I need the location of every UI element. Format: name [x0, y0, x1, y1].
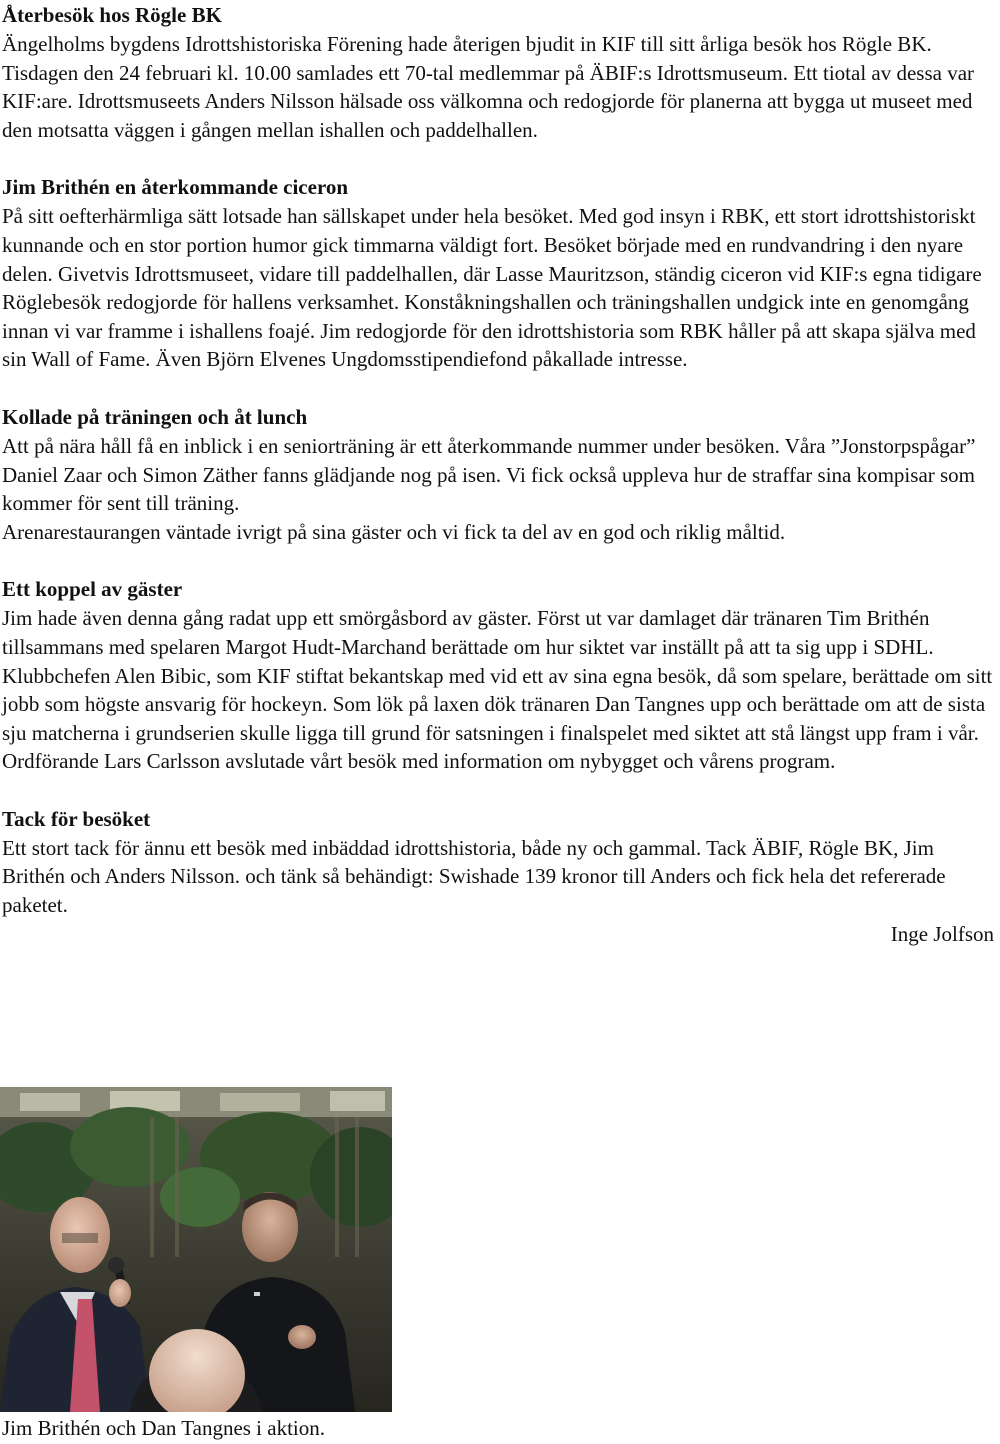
section-paragraph: Att på nära håll få en inblick i en seniorträning är ett återkommande nummer under besöken. Våra ”Jonstorpspågar” Daniel Zaar och Simon Zäther fanns glädjande nog på isen. Vi fick också uppleva hur de straffar sina kompisar som kommer för sent till träning.	[2, 433, 976, 516]
section-tack	[2, 804, 996, 920]
section-traning	[2, 402, 996, 546]
section-paragraph: På sitt oefterhärmliga sätt lotsade han sällskapet under hela besöket. Med god insyn i RBK, ett stort idrottshistoriskt kunnande och en stor portion humor gick timmarna väldigt fort. Besöket började med en rundvandring i den nyare delen. Givetvis Idrottsmuseet, vidare till paddelhallen, där Lasse Mauritzson, ständig ciceron vid KIF:s egna tidigare Röglebesök redogjorde för hallens verksamhet. Konståkningshallen och träningshallen undgick inte en genomgång innan vi var framme i ishallens foajé. Jim redogjorde för den idrottshistoria som RBK håller på att skapa själva med sin Wall of Fame. Även Björn Elvenes Ungdomsstipendiefond påkallade intresse.	[2, 204, 982, 372]
section-ciceron	[2, 172, 996, 374]
section-heading: Ett koppel av gäster	[2, 577, 183, 602]
section-heading: Återbesök hos Rögle BK	[2, 3, 222, 27]
section-paragraph: Klubbchefen Alen Bibic, som KIF stiftat bekantskap med vid ett av sina egna besök, då som spelare, berättade om sitt jobb som högste ansvarig för hockeyn. Som lök på laxen dök tränaren Dan Tangnes upp och berättade om att de sista sju matcherna i grundserien skulle ligga till grund för satsningen i finalspelet med siktet att stå längst upp fram i vår. Ordförande Lars Carlsson avslutade vårt besök med information om nybygget och vårens program.	[2, 663, 993, 774]
author-signature: Inge Jolfson	[890, 921, 994, 946]
section-paragraph: Jim hade även denna gång radat upp ett smörgåsbord av gäster. Först ut var damlaget där tränaren Tim Brithén tillsammans med spelaren Margot Hudt-Marchand berättade om hur siktet var inställt på att ta sig upp i SDHL.	[2, 606, 934, 659]
section-heading: Kollade på träningen och åt lunch	[2, 404, 308, 429]
section-heading: Jim Brithén en återkommande ciceron	[2, 175, 349, 200]
section-heading: Tack för besöket	[2, 806, 151, 831]
section-aterbesok	[2, 0, 996, 144]
section-paragraph: Ett stort tack för ännu ett besök med inbäddad idrottshistoria, både ny och gammal. Tack ÄBIF, Rögle BK, Jim Brithén och Anders Nilsson. och tänk så behändigt: Swishade 139 kronor till Anders och fick hela det refererade paketet.	[2, 835, 946, 918]
article	[2, 0, 996, 949]
section-gaster	[2, 574, 996, 776]
article-photo	[0, 1087, 392, 1412]
photo-caption: Jim Brithén och Dan Tangnes i aktion.	[2, 1416, 326, 1440]
section-paragraph: Ängelholms bygdens Idrottshistoriska Förening hade återigen bjudit in KIF till sitt årliga besök hos Rögle BK. Tisdagen den 24 februari kl. 10.00 samlades ett 70-tal medlemmar på ÄBIF:s Idrottsmuseum. Ett tiotal av dessa var KIF:are. Idrottsmuseets Anders Nilsson hälsade oss välkomna och redogjorde för planerna att bygga ut museet med den motsatta väggen i gången mellan ishallen och paddelhallen.	[2, 32, 975, 142]
section-paragraph: Arenarestaurangen väntade ivrigt på sina gäster och vi fick ta del av en god och riklig måltid.	[2, 519, 786, 544]
